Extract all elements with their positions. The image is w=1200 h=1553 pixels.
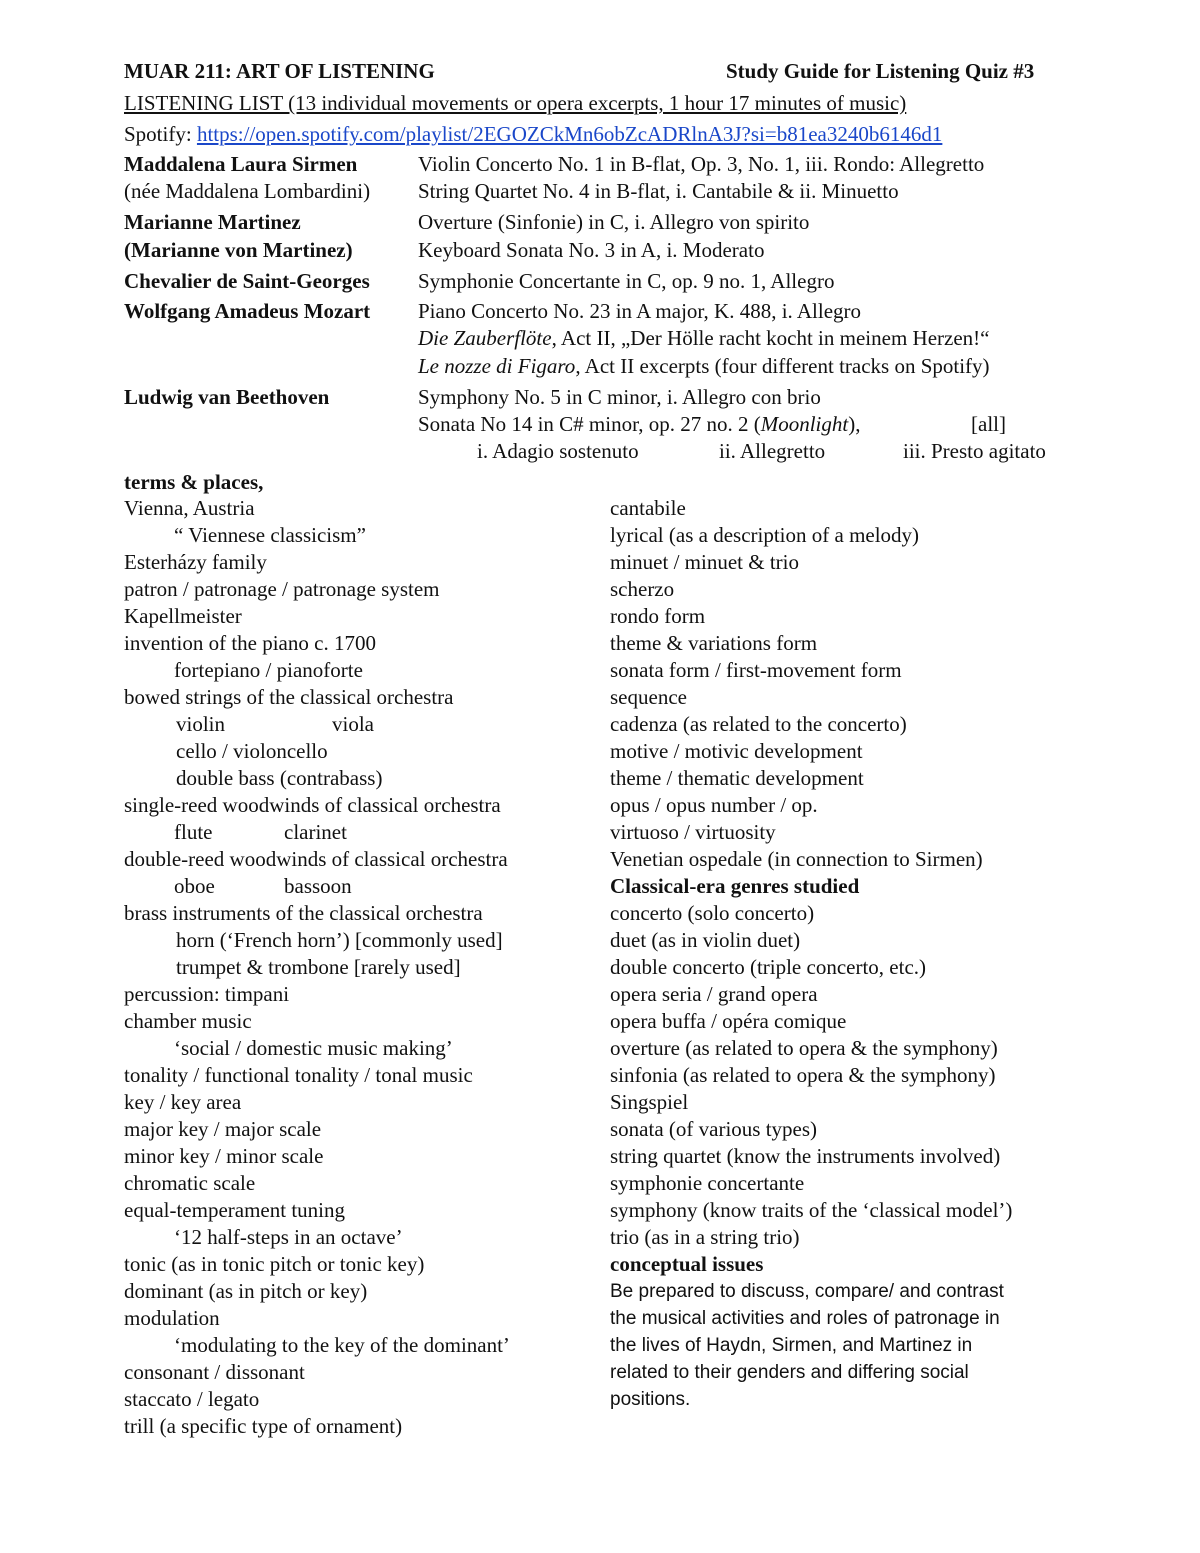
work-beethoven-1: Symphony No. 5 in C minor, i. Allegro con brio: [418, 385, 821, 409]
term-item: [124, 603, 510, 630]
term-text: bowed strings of the classical orchestra: [124, 685, 454, 709]
term-text: ‘social / domestic music making’: [174, 1036, 453, 1060]
course-title: MUAR 211: ART OF LISTENING: [124, 59, 435, 83]
conceptual-text-line: Be prepared to discuss, compare/ and contrast: [610, 1281, 1004, 1302]
term-item: [124, 630, 510, 657]
work-sirmen-1: Violin Concerto No. 1 in B-flat, Op. 3, No. 1, iii. Rondo: Allegretto: [418, 152, 985, 176]
term-item: minuet / minuet & trio: [610, 550, 799, 574]
genre-item: symphony (know traits of the ‘classical model’): [610, 1198, 1013, 1222]
work-beethoven-2-b: ),: [848, 412, 861, 436]
term-text: minor key / minor scale: [124, 1144, 324, 1168]
term-text: Esterházy family: [124, 550, 267, 574]
term-item: [124, 522, 510, 549]
beethoven-mvt-1: i. Adagio sostenuto: [477, 439, 639, 463]
term-text: double-reed woodwinds of classical orchestra: [124, 847, 508, 871]
term-text: Vienna, Austria: [124, 496, 255, 520]
term-text-second: clarinet: [284, 820, 347, 844]
right-terms-list: [610, 495, 1012, 1413]
genre-item: symphonie concertante: [610, 1171, 805, 1195]
term-text: consonant / dissonant: [124, 1360, 305, 1384]
genre-item: trio (as in a string trio): [610, 1225, 800, 1249]
conceptual-text-line: the musical activities and roles of patronage in: [610, 1308, 1000, 1329]
term-item: scherzo: [610, 577, 675, 601]
term-item: [124, 549, 510, 576]
term-item: [124, 1116, 510, 1143]
term-item: theme & variations form: [610, 631, 818, 655]
beethoven-mvt-3: iii. Presto agitato: [903, 439, 1046, 463]
work-martinez-2: Keyboard Sonata No. 3 in A, i. Moderato: [418, 238, 765, 262]
term-text: double bass (contrabass): [176, 766, 383, 790]
term-item: [124, 1278, 510, 1305]
genre-item: overture (as related to opera & the symphony): [610, 1036, 998, 1060]
work-mozart-3-rest: , Act II excerpts (four different tracks on Spotify): [575, 354, 990, 378]
term-text: tonic (as in tonic pitch or tonic key): [124, 1252, 425, 1276]
term-item: [124, 1197, 510, 1224]
term-text: key / key area: [124, 1090, 242, 1114]
term-item: theme / thematic development: [610, 766, 864, 790]
conceptual-text-line: positions.: [610, 1389, 691, 1410]
term-item: [124, 711, 510, 738]
term-text: “ Viennese classicism”: [174, 523, 366, 547]
term-text: dominant (as in pitch or key): [124, 1279, 368, 1303]
term-item: [124, 657, 510, 684]
term-text: ‘12 half-steps in an octave’: [174, 1225, 403, 1249]
guide-title: Study Guide for Listening Quiz #3: [726, 59, 1035, 83]
term-text: Kapellmeister: [124, 604, 242, 628]
term-item: [124, 1251, 510, 1278]
genre-item: opera buffa / opéra comique: [610, 1009, 847, 1033]
work-mozart-3: [418, 353, 990, 379]
work-martinez-1: Overture (Sinfonie) in C, i. Allegro von spirito: [418, 210, 810, 234]
work-beethoven-2-title: Moonlight: [760, 412, 849, 436]
term-text: chamber music: [124, 1009, 252, 1033]
work-sirmen-2: String Quartet No. 4 in B-flat, i. Cantabile & ii. Minuetto: [418, 179, 899, 203]
term-item: [124, 576, 510, 603]
term-item: rondo form: [610, 604, 706, 628]
term-text: invention of the piano c. 1700: [124, 631, 376, 655]
term-item: [124, 846, 510, 873]
term-text: flute: [174, 820, 213, 844]
term-text: patron / patronage / patronage system: [124, 577, 440, 601]
term-text: modulation: [124, 1306, 220, 1330]
term-item: [124, 684, 510, 711]
term-item: Venetian ospedale (in connection to Sirmen): [610, 847, 983, 871]
conceptual-text-line: the lives of Haydn, Sirmen, and Martinez in: [610, 1335, 973, 1356]
term-item: sonata form / first-movement form: [610, 658, 902, 682]
genre-item: string quartet (know the instruments involved): [610, 1144, 1001, 1168]
work-mozart-3-title: Le nozze di Figaro: [418, 354, 576, 378]
term-item: [124, 792, 510, 819]
term-item: [124, 495, 510, 522]
term-item: motive / motivic development: [610, 739, 863, 763]
composer-martinez-alt: (Marianne von Martinez): [124, 238, 353, 262]
term-item: [124, 1305, 510, 1332]
term-text-second: bassoon: [284, 874, 352, 898]
term-item: [124, 927, 510, 954]
genre-item: concerto (solo concerto): [610, 901, 815, 925]
term-item: [124, 1143, 510, 1170]
beethoven-mvt-2: ii. Allegretto: [719, 439, 826, 463]
term-text: ‘modulating to the key of the dominant’: [174, 1333, 510, 1357]
term-text: tonality / functional tonality / tonal music: [124, 1063, 473, 1087]
genres-heading: Classical-era genres studied: [610, 874, 860, 898]
term-text: oboe: [174, 874, 215, 898]
term-text: horn (‘French horn’) [commonly used]: [176, 928, 503, 952]
genre-item: sonata (of various types): [610, 1117, 818, 1141]
spotify-label: Spotify:: [124, 122, 197, 146]
work-beethoven-2-all: [all]: [971, 412, 1006, 436]
composer-saint-georges: Chevalier de Saint-Georges: [124, 269, 370, 293]
work-beethoven-2: [418, 411, 860, 437]
conceptual-heading: conceptual issues: [610, 1252, 764, 1276]
genre-item: Singspiel: [610, 1090, 689, 1114]
work-mozart-2-rest: , Act II, „Der Hölle racht kocht in meinem Herzen!“: [551, 326, 990, 350]
term-item: [124, 765, 510, 792]
term-item: [124, 1413, 510, 1440]
term-text: equal-temperament tuning: [124, 1198, 346, 1222]
term-item: [124, 1062, 510, 1089]
genre-item: sinfonia (as related to opera & the symphony): [610, 1063, 996, 1087]
term-item: [124, 1359, 510, 1386]
term-item: [124, 1386, 510, 1413]
term-text: staccato / legato: [124, 1387, 260, 1411]
composer-sirmen: Maddalena Laura Sirmen: [124, 152, 358, 176]
term-item: [124, 900, 510, 927]
term-text: chromatic scale: [124, 1171, 256, 1195]
term-text: fortepiano / pianoforte: [174, 658, 363, 682]
term-item: [124, 981, 510, 1008]
term-item: virtuoso / virtuosity: [610, 820, 776, 844]
term-text: major key / major scale: [124, 1117, 322, 1141]
term-text: violin: [176, 712, 226, 736]
composer-mozart: Wolfgang Amadeus Mozart: [124, 299, 371, 323]
term-text: single-reed woodwinds of classical orchestra: [124, 793, 501, 817]
term-text: percussion: timpani: [124, 982, 290, 1006]
term-item: [124, 1170, 510, 1197]
term-text: cello / violoncello: [176, 739, 328, 763]
work-saint-georges: Symphonie Concertante in C, op. 9 no. 1, Allegro: [418, 269, 835, 293]
term-item: sequence: [610, 685, 687, 709]
genre-item: opera seria / grand opera: [610, 982, 818, 1006]
term-item: opus / opus number / op.: [610, 793, 818, 817]
work-beethoven-2-a: Sonata No 14 in C# minor, op. 27 no. 2 (: [418, 412, 761, 436]
term-item: cantabile: [610, 496, 686, 520]
term-item: [124, 1035, 510, 1062]
term-item: lyrical (as a description of a melody): [610, 523, 920, 547]
term-item: [124, 1224, 510, 1251]
genre-item: duet (as in violin duet): [610, 928, 801, 952]
term-item: [124, 1332, 510, 1359]
term-text: trumpet & trombone [rarely used]: [176, 955, 461, 979]
term-item: [124, 954, 510, 981]
term-item: cadenza (as related to the concerto): [610, 712, 907, 736]
composer-martinez: Marianne Martinez: [124, 210, 301, 234]
terms-list: [124, 495, 510, 1440]
conceptual-text-line: related to their genders and differing social: [610, 1362, 969, 1383]
composer-beethoven: Ludwig van Beethoven: [124, 385, 330, 409]
work-mozart-2-title: Die Zauberflöte: [418, 326, 552, 350]
listening-list-heading: LISTENING LIST (13 individual movements or opera excerpts, 1 hour 17 minutes of music): [124, 91, 907, 115]
spotify-line: [124, 121, 942, 147]
work-mozart-1: Piano Concerto No. 23 in A major, K. 488, i. Allegro: [418, 299, 862, 323]
composer-sirmen-alt: (née Maddalena Lombardini): [124, 179, 371, 203]
spotify-playlist-link[interactable]: https://open.spotify.com/playlist/2EGOZCkMn6obZcADRlnA3J?si=b81ea3240b6146d1: [196, 122, 943, 146]
term-text: brass instruments of the classical orchestra: [124, 901, 483, 925]
term-item: [124, 738, 510, 765]
term-item: [124, 819, 510, 846]
term-item: [124, 1089, 510, 1116]
terms-heading: terms & places,: [124, 470, 264, 494]
work-mozart-2: [418, 325, 989, 351]
genre-item: double concerto (triple concerto, etc.): [610, 955, 927, 979]
term-text-second: viola: [332, 712, 374, 736]
term-text: trill (a specific type of ornament): [124, 1414, 403, 1438]
term-item: [124, 873, 510, 900]
term-item: [124, 1008, 510, 1035]
